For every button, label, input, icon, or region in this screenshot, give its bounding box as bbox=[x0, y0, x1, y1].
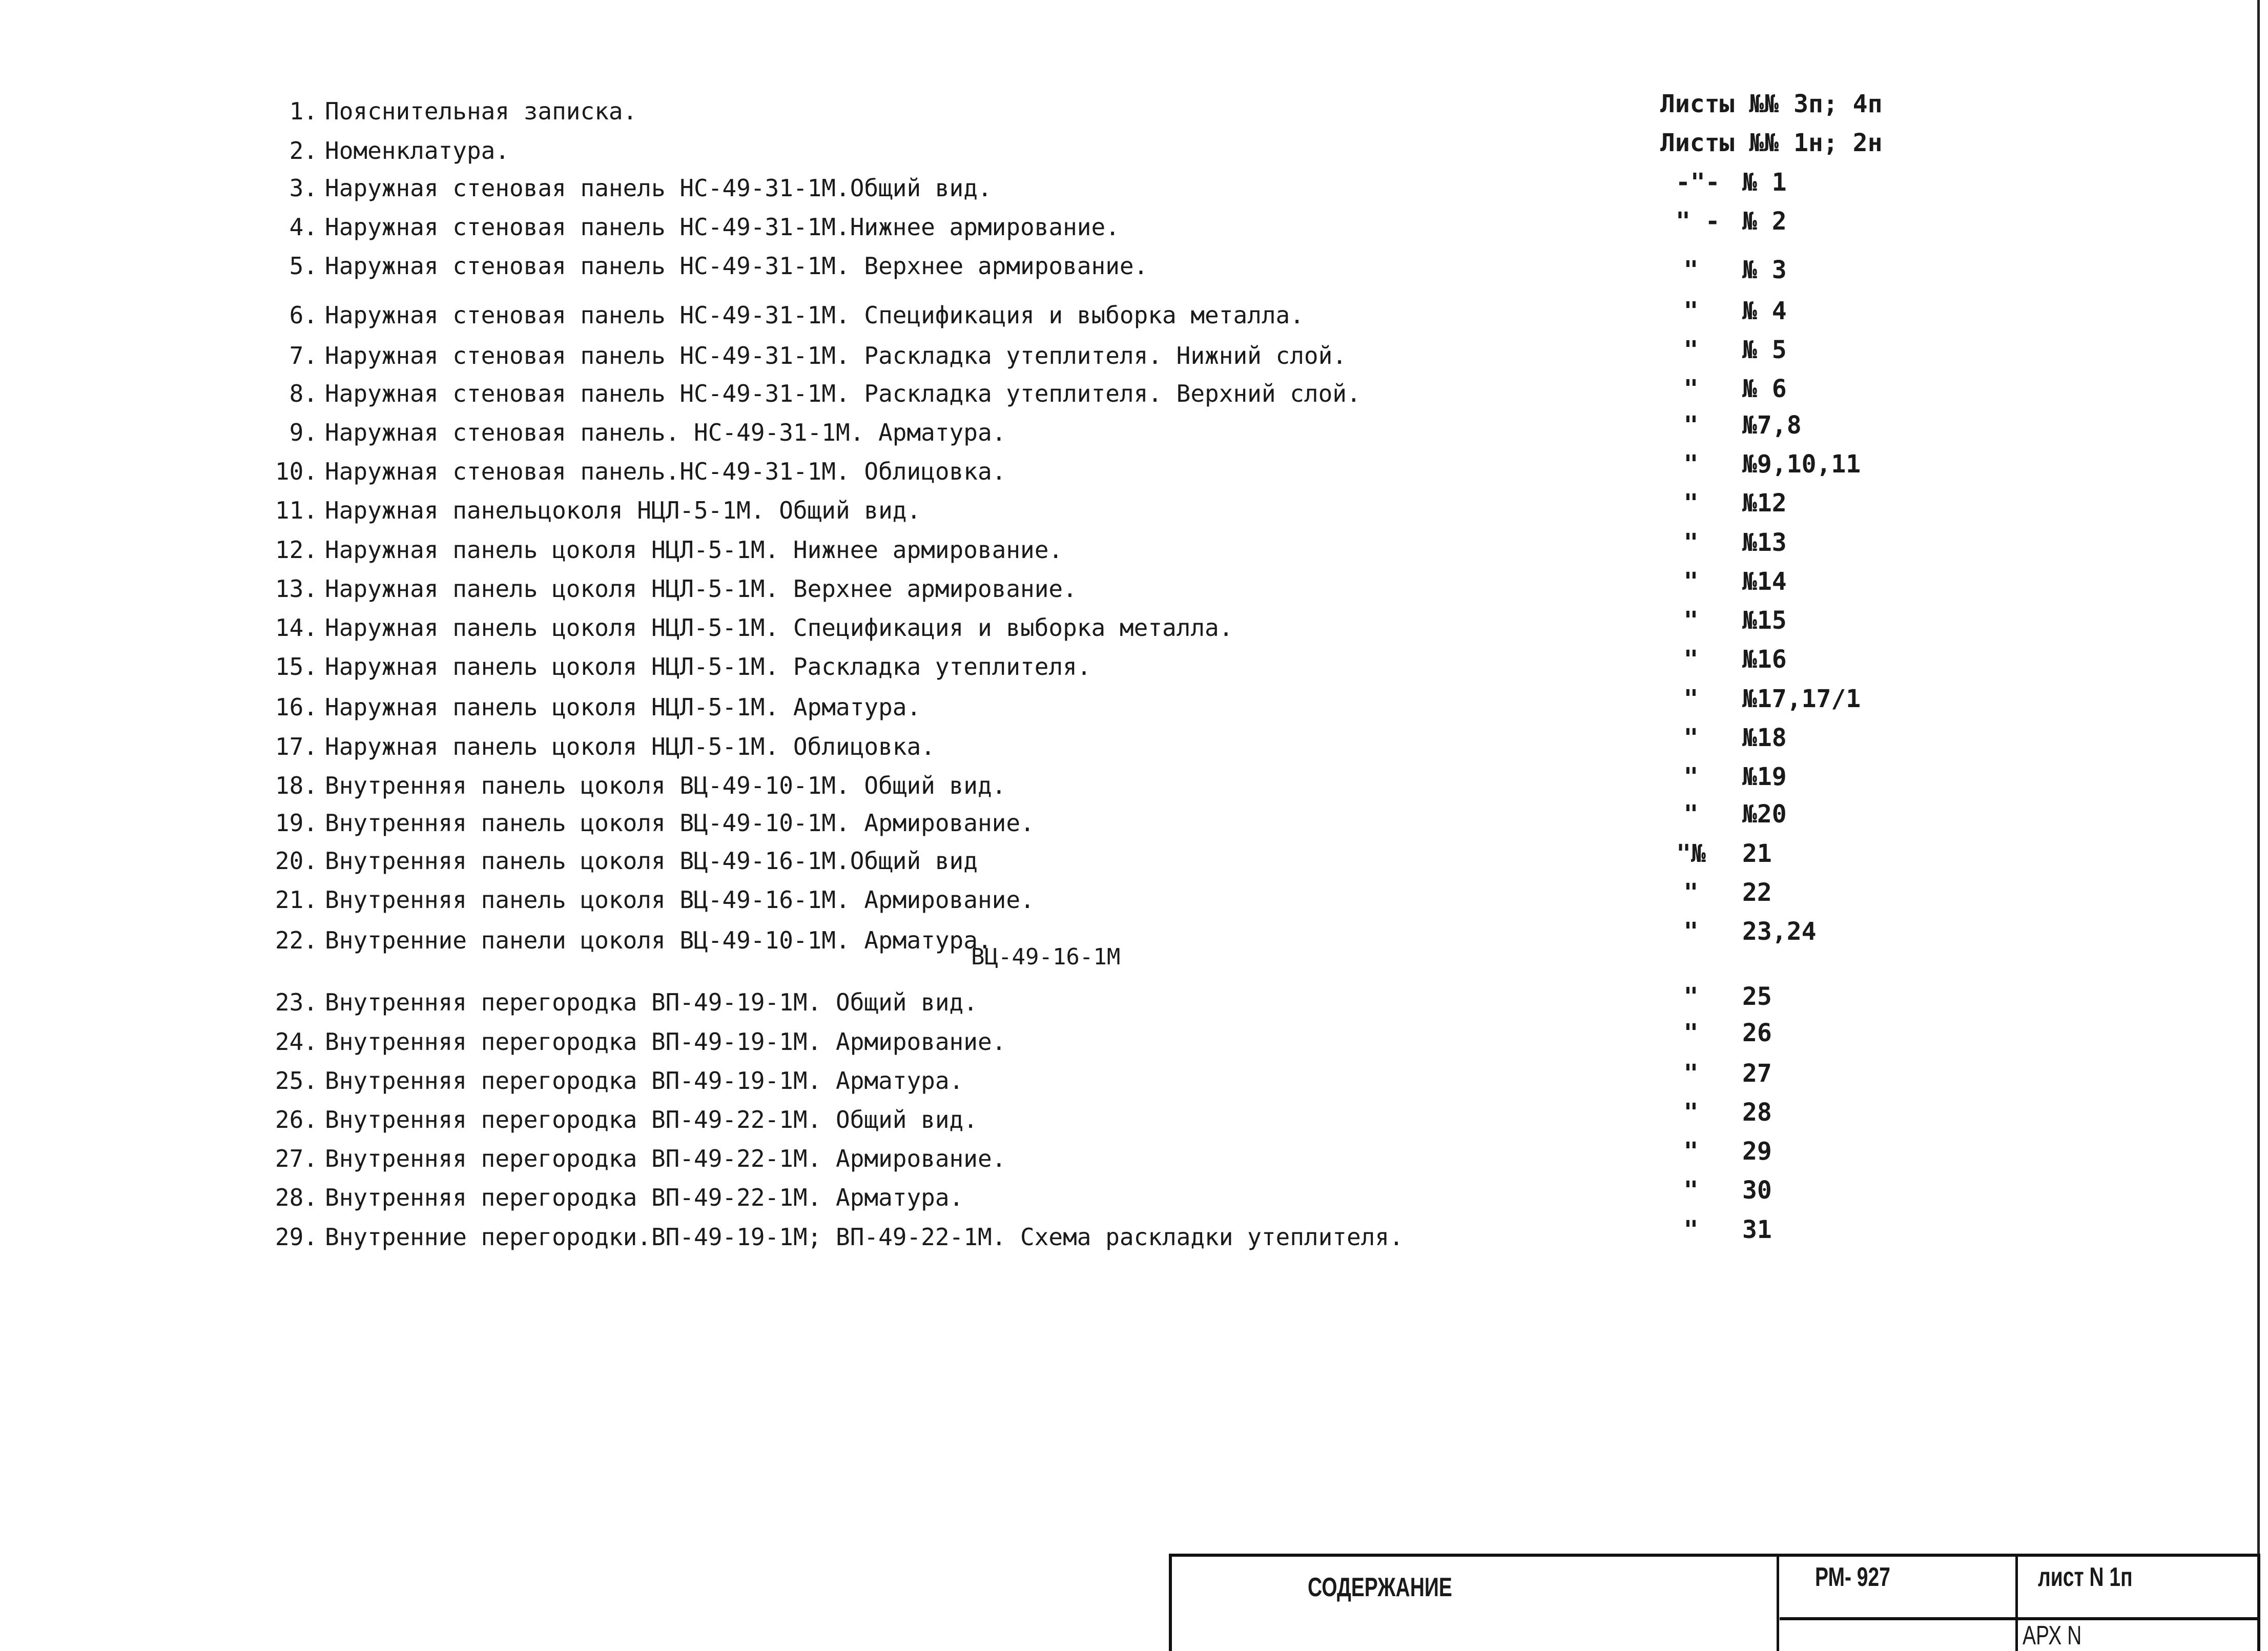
ditto-mark: " bbox=[1683, 645, 1699, 674]
list-item bbox=[256, 135, 509, 166]
item-text: Наружная стеновая панель НС-49-31-1М.Общий вид. bbox=[325, 174, 992, 202]
item-text: Внутренняя панель цоколя ВЦ-49-10-1М. Армирование. bbox=[325, 809, 1035, 837]
item-text: Наружная панель цоколя НЦЛ-5-1М. Нижнее армирование. bbox=[325, 536, 1063, 564]
document-title: СОДЕРЖАНИЕ bbox=[1308, 1573, 1452, 1602]
ditto-mark: "№ bbox=[1676, 839, 1706, 868]
ditto-mark: " bbox=[1683, 375, 1699, 403]
item-text: Наружная панель цоколя НЦЛ-5-1М. Спецификация и выборка металла. bbox=[325, 614, 1233, 642]
item-text: Номенклатура. bbox=[325, 137, 510, 164]
list-item bbox=[256, 251, 1148, 281]
item-number: 24. bbox=[275, 1028, 318, 1056]
list-item bbox=[256, 692, 921, 723]
item-text: Внутренние перегородки.ВП-49-19-1М; ВП-49-22-1М. Схема раскладки утеплителя. bbox=[325, 1223, 1404, 1251]
item-number: 27. bbox=[275, 1145, 318, 1172]
item-text: Внутренние панели цоколя ВЦ-49-10-1М. Арматура. bbox=[325, 926, 992, 954]
archive-number: АРХ N bbox=[2023, 1621, 2082, 1650]
item-number: 11. bbox=[275, 497, 318, 524]
ditto-mark: " bbox=[1683, 528, 1699, 557]
list-item bbox=[256, 651, 1091, 682]
sheet-number-ref: 28 bbox=[1742, 1098, 1772, 1127]
item-number: 22. bbox=[275, 926, 318, 954]
sheet-number-ref: 25 bbox=[1742, 982, 1772, 1011]
sheet-number-ref: 21 bbox=[1742, 839, 1772, 868]
item-text: Внутренняя перегородка ВП-49-19-1М. Армирование. bbox=[325, 1028, 1006, 1056]
sheet-number-ref: №14 bbox=[1742, 567, 1787, 596]
ditto-mark: " bbox=[1683, 1215, 1699, 1244]
ditto-mark: " bbox=[1683, 1176, 1699, 1205]
ditto-mark: " bbox=[1683, 762, 1699, 791]
item-number: 25. bbox=[275, 1067, 318, 1095]
item-number: 20. bbox=[275, 847, 318, 875]
document-code: РМ- 927 bbox=[1815, 1562, 1890, 1592]
ditto-mark: " bbox=[1683, 878, 1699, 907]
title-block-divider bbox=[1777, 1557, 1779, 1651]
ditto-mark: " bbox=[1683, 800, 1699, 829]
item-text: Внутренняя перегородка ВП-49-19-1М. Арматура. bbox=[325, 1067, 964, 1095]
list-item bbox=[256, 770, 1006, 801]
item-number: 15. bbox=[275, 653, 318, 680]
sheet-number-ref: №12 bbox=[1742, 489, 1787, 518]
ditto-mark: " bbox=[1683, 1137, 1699, 1166]
item-text: Наружная стеновая панель. НС-49-31-1М. Арматура. bbox=[325, 419, 1006, 446]
item-text: Наружная стеновая панель НС-49-31-1М. Раскладка утеплителя. Нижний слой. bbox=[325, 342, 1347, 369]
item-text: Внутренняя перегородка ВП-49-22-1М. Арматура. bbox=[325, 1184, 964, 1211]
item-number: 7. bbox=[289, 342, 318, 369]
sheet-number-ref: 23,24 bbox=[1742, 917, 1817, 946]
list-item bbox=[256, 573, 1077, 604]
item-number: 21. bbox=[275, 886, 318, 914]
ditto-mark: " bbox=[1683, 917, 1699, 946]
list-item bbox=[256, 534, 1063, 565]
item-text: Наружная панель цоколя НЦЛ-5-1М. Верхнее армирование. bbox=[325, 575, 1077, 603]
list-item bbox=[256, 731, 935, 762]
item-text: Наружная стеновая панель НС-49-31-1М. Верхнее армирование. bbox=[325, 252, 1148, 280]
sheet-number-ref: № 5 bbox=[1742, 336, 1787, 364]
title-block-divider bbox=[1780, 1617, 2257, 1620]
item-number: 1. bbox=[289, 97, 318, 125]
list-item bbox=[256, 612, 1233, 643]
item-text: Наружная панель цоколя НЦЛ-5-1М. Облицовка. bbox=[325, 733, 935, 760]
sheet-number-ref: №16 bbox=[1742, 645, 1787, 674]
list-item bbox=[256, 495, 921, 526]
ditto-mark: " bbox=[1683, 685, 1699, 713]
ditto-mark: " bbox=[1683, 256, 1699, 284]
sheet-number-ref: 30 bbox=[1742, 1176, 1772, 1205]
ditto-mark: " bbox=[1683, 336, 1699, 364]
item-text: Наружная панель цоколя НЦЛ-5-1М. Арматура. bbox=[325, 693, 921, 721]
list-item bbox=[256, 925, 1121, 970]
sheet-number-ref: №18 bbox=[1742, 724, 1787, 752]
ditto-mark: " bbox=[1683, 982, 1699, 1011]
item-number: 28. bbox=[275, 1184, 318, 1211]
item-text: Наружная стеновая панель НС-49-31-1М. Раскладка утеплителя. Верхний слой. bbox=[325, 380, 1361, 407]
sheet-number-ref: № 3 bbox=[1742, 256, 1787, 284]
item-subtext: ВЦ-49-16-1М bbox=[971, 944, 1121, 970]
ditto-mark: " - bbox=[1676, 207, 1720, 236]
item-number: 4. bbox=[289, 213, 318, 241]
ditto-mark: " bbox=[1683, 1019, 1699, 1047]
list-item bbox=[256, 212, 1120, 242]
sheet-number-ref: №19 bbox=[1742, 762, 1787, 791]
list-item bbox=[256, 845, 978, 876]
sheet-number-ref: № 4 bbox=[1742, 297, 1787, 325]
ditto-mark: -"- bbox=[1676, 168, 1720, 197]
item-text: Внутренняя перегородка ВП-49-22-1М. Общий вид. bbox=[325, 1106, 978, 1133]
sheet-number-ref: 31 bbox=[1742, 1215, 1772, 1244]
sheet-number-ref: 26 bbox=[1742, 1019, 1772, 1047]
list-item bbox=[256, 300, 1304, 331]
sheet-number-ref: 27 bbox=[1742, 1059, 1772, 1088]
list-item bbox=[256, 417, 1006, 448]
item-number: 13. bbox=[275, 575, 318, 603]
item-number: 6. bbox=[289, 301, 318, 329]
list-item bbox=[256, 173, 992, 203]
sheet-number-ref: №15 bbox=[1742, 606, 1787, 635]
item-number: 26. bbox=[275, 1106, 318, 1133]
item-text: Наружная стеновая панель НС-49-31-1М.Нижнее армирование. bbox=[325, 213, 1120, 241]
list-item bbox=[256, 456, 1006, 487]
title-block bbox=[1169, 1554, 2260, 1651]
ditto-mark: " bbox=[1683, 567, 1699, 596]
list-item bbox=[256, 808, 1035, 838]
ditto-mark: " bbox=[1683, 1098, 1699, 1127]
ditto-mark: " bbox=[1683, 606, 1699, 635]
list-item bbox=[256, 987, 978, 1018]
item-text: Внутренняя панель цоколя ВЦ-49-16-1М.Общий вид bbox=[325, 847, 978, 875]
list-item bbox=[256, 1143, 1006, 1174]
sheet-number: лист N 1п bbox=[2038, 1562, 2133, 1592]
sheet-number-ref: №20 bbox=[1742, 800, 1787, 829]
item-text: Внутренняя панель цоколя ВЦ-49-16-1М. Армирование. bbox=[325, 886, 1035, 914]
list-item bbox=[256, 96, 637, 127]
sheet-number-ref: № 1 bbox=[1742, 168, 1787, 197]
list-item bbox=[256, 1065, 963, 1096]
page-border-line bbox=[2257, 0, 2260, 1648]
item-number: 14. bbox=[275, 614, 318, 642]
item-text: Наружная панель цоколя НЦЛ-5-1М. Раскладка утеплителя. bbox=[325, 653, 1091, 680]
item-number: 29. bbox=[275, 1223, 318, 1251]
list-item bbox=[256, 1026, 1006, 1057]
list-item bbox=[256, 340, 1347, 371]
item-text: Внутренняя панель цоколя ВЦ-49-10-1М. Общий вид. bbox=[325, 772, 1006, 799]
item-number: 9. bbox=[289, 419, 318, 446]
sheet-number-ref: №9,10,11 bbox=[1742, 450, 1861, 479]
item-number: 19. bbox=[275, 809, 318, 837]
list-item bbox=[256, 378, 1361, 409]
sheet-header: Листы №№ 3п; 4п bbox=[1660, 90, 1883, 118]
item-number: 16. bbox=[275, 693, 318, 721]
ditto-mark: " bbox=[1683, 724, 1699, 752]
item-number: 2. bbox=[289, 137, 318, 164]
sheet-header: Листы №№ 1н; 2н bbox=[1660, 129, 1883, 157]
item-number: 5. bbox=[289, 252, 318, 280]
list-item bbox=[256, 1182, 963, 1213]
item-number: 10. bbox=[275, 458, 318, 485]
sheet-number-ref: 29 bbox=[1742, 1137, 1772, 1166]
item-number: 18. bbox=[275, 772, 318, 799]
item-text: Внутренняя перегородка ВП-49-22-1М. Армирование. bbox=[325, 1145, 1006, 1172]
item-number: 23. bbox=[275, 988, 318, 1016]
ditto-mark: " bbox=[1683, 1059, 1699, 1088]
sheet-number-ref: № 2 bbox=[1742, 207, 1787, 236]
ditto-mark: " bbox=[1683, 411, 1699, 440]
ditto-mark: " bbox=[1683, 489, 1699, 518]
sheet-number-ref: №17,17/1 bbox=[1742, 685, 1861, 713]
item-number: 12. bbox=[275, 536, 318, 564]
ditto-mark: " bbox=[1683, 297, 1699, 325]
ditto-mark: " bbox=[1683, 450, 1699, 479]
title-block-divider bbox=[2015, 1557, 2018, 1651]
item-text: Наружная панельцоколя НЦЛ-5-1М. Общий вид. bbox=[325, 497, 921, 524]
item-text: Внутренняя перегородка ВП-49-19-1М. Общий вид. bbox=[325, 988, 978, 1016]
item-text: Пояснительная записка. bbox=[325, 97, 637, 125]
list-item bbox=[256, 1104, 978, 1135]
item-number: 8. bbox=[289, 380, 318, 407]
list-item bbox=[256, 884, 1035, 915]
sheet-number-ref: № 6 bbox=[1742, 375, 1787, 403]
item-number: 17. bbox=[275, 733, 318, 760]
sheet-number-ref: №7,8 bbox=[1742, 411, 1802, 440]
item-number: 3. bbox=[289, 174, 318, 202]
sheet-number-ref: №13 bbox=[1742, 528, 1787, 557]
item-text: Наружная стеновая панель НС-49-31-1М. Спецификация и выборка металла. bbox=[325, 301, 1304, 329]
list-item bbox=[256, 1222, 1404, 1252]
item-text: Наружная стеновая панель.НС-49-31-1М. Облицовка. bbox=[325, 458, 1006, 485]
sheet-number-ref: 22 bbox=[1742, 878, 1772, 907]
